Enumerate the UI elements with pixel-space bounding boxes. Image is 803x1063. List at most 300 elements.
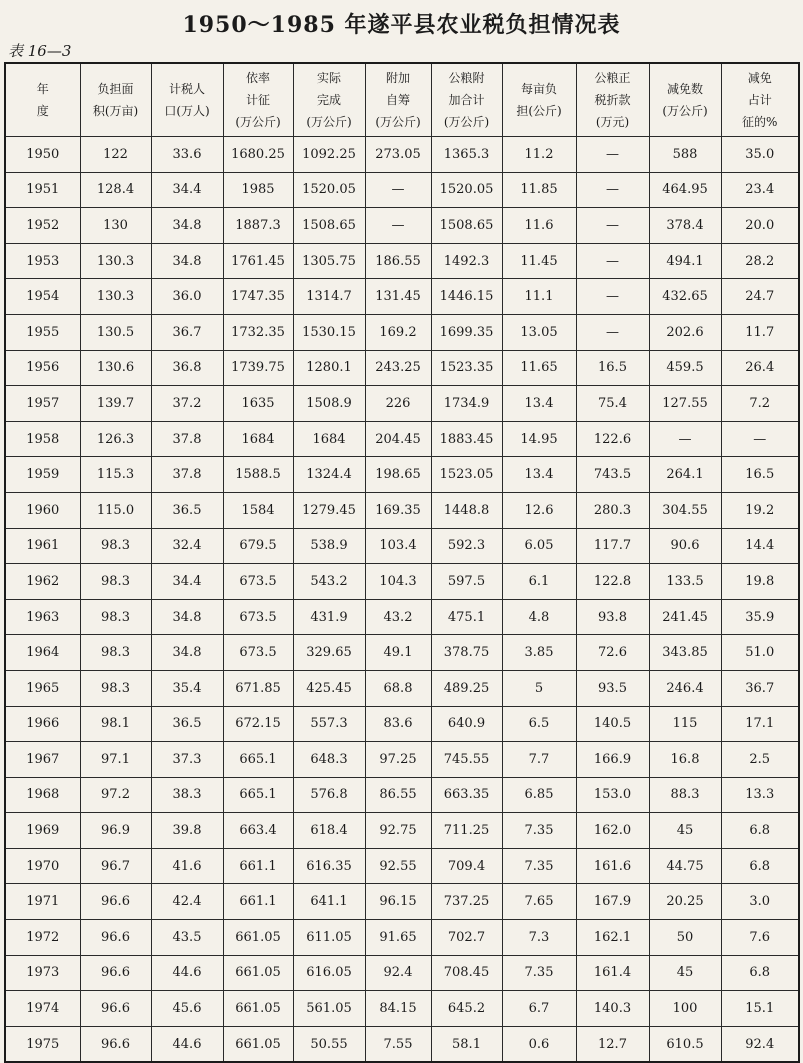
table-cell: 20.0: [721, 208, 799, 244]
table-cell: 98.3: [80, 564, 151, 600]
table-cell: 42.4: [151, 884, 223, 920]
table-cell: 126.3: [80, 421, 151, 457]
table-cell: 616.35: [293, 848, 365, 884]
table-row: [5, 1026, 799, 1062]
table-cell: 39.8: [151, 813, 223, 849]
table-cell: —: [365, 172, 431, 208]
table-cell: 618.4: [293, 813, 365, 849]
table-cell: 1699.35: [431, 314, 502, 350]
column-header: [576, 63, 649, 137]
table-cell: 128.4: [80, 172, 151, 208]
table-cell: 198.65: [365, 457, 431, 493]
table-cell: 36.7: [151, 314, 223, 350]
table-cell: 6.85: [502, 777, 576, 813]
table-cell: 45: [649, 813, 721, 849]
table-cell: 592.3: [431, 528, 502, 564]
table-cell: 23.4: [721, 172, 799, 208]
table-cell: 162.0: [576, 813, 649, 849]
column-header-line: (万公斤): [375, 115, 421, 129]
table-cell: 7.7: [502, 742, 576, 778]
table-row: [5, 991, 799, 1027]
table-cell: 14.4: [721, 528, 799, 564]
year-cell: 1963: [5, 599, 80, 635]
table-cell: 432.65: [649, 279, 721, 315]
column-header: [223, 63, 293, 137]
table-cell: 679.5: [223, 528, 293, 564]
table-cell: 34.8: [151, 599, 223, 635]
table-cell: 92.75: [365, 813, 431, 849]
table-cell: 6.7: [502, 991, 576, 1027]
table-cell: 494.1: [649, 243, 721, 279]
table-cell: 1092.25: [293, 137, 365, 173]
column-header: [502, 63, 576, 137]
table-cell: —: [576, 137, 649, 173]
table-cell: 68.8: [365, 670, 431, 706]
column-header-line: 征的%: [742, 115, 778, 129]
column-header-line: 年: [36, 82, 49, 96]
table-cell: 343.85: [649, 635, 721, 671]
table-cell: 11.85: [502, 172, 576, 208]
table-row: [5, 137, 799, 173]
column-header: [365, 63, 431, 137]
table-cell: 1523.05: [431, 457, 502, 493]
table-cell: 37.2: [151, 386, 223, 422]
table-cell: 97.2: [80, 777, 151, 813]
table-cell: 92.4: [721, 1026, 799, 1062]
table-cell: 122: [80, 137, 151, 173]
table-cell: 11.45: [502, 243, 576, 279]
table-cell: 557.3: [293, 706, 365, 742]
table-cell: 33.6: [151, 137, 223, 173]
table-cell: 117.7: [576, 528, 649, 564]
year-cell: 1968: [5, 777, 80, 813]
table-cell: 673.5: [223, 635, 293, 671]
table-cell: 16.5: [721, 457, 799, 493]
column-header-line: 积(万亩): [92, 104, 139, 118]
table-cell: 161.4: [576, 955, 649, 991]
table-row: [5, 599, 799, 635]
table-cell: 1508.9: [293, 386, 365, 422]
column-header-line: (万公斤): [443, 115, 490, 129]
table-cell: 7.3: [502, 920, 576, 956]
year-cell: 1962: [5, 564, 80, 600]
table-cell: 72.6: [576, 635, 649, 671]
table-cell: 15.1: [721, 991, 799, 1027]
year-cell: 1975: [5, 1026, 80, 1062]
column-header: [80, 63, 151, 137]
table-cell: 130: [80, 208, 151, 244]
year-cell: 1959: [5, 457, 80, 493]
table-cell: 13.3: [721, 777, 799, 813]
table-cell: 38.3: [151, 777, 223, 813]
table-cell: 1732.35: [223, 314, 293, 350]
table-cell: 378.4: [649, 208, 721, 244]
table-cell: 1324.4: [293, 457, 365, 493]
table-cell: 743.5: [576, 457, 649, 493]
column-header-line: 减免数: [666, 82, 703, 96]
table-cell: 161.6: [576, 848, 649, 884]
table-cell: 1508.65: [431, 208, 502, 244]
table-cell: 24.7: [721, 279, 799, 315]
table-cell: 673.5: [223, 564, 293, 600]
table-cell: 711.25: [431, 813, 502, 849]
column-header-line: 每亩负: [520, 82, 557, 96]
column-header: [151, 63, 223, 137]
table-cell: 13.4: [502, 386, 576, 422]
year-cell: 1969: [5, 813, 80, 849]
year-cell: 1974: [5, 991, 80, 1027]
table-cell: 115: [649, 706, 721, 742]
table-cell: 98.3: [80, 528, 151, 564]
table-cell: 673.5: [223, 599, 293, 635]
column-header-line: 公粮正: [594, 71, 631, 85]
table-cell: 661.05: [223, 1026, 293, 1062]
table-cell: 122.8: [576, 564, 649, 600]
table-row: [5, 742, 799, 778]
table-cell: 475.1: [431, 599, 502, 635]
column-header-line: 依率: [245, 71, 270, 85]
table-cell: 35.4: [151, 670, 223, 706]
table-cell: 1448.8: [431, 492, 502, 528]
table-cell: 489.25: [431, 670, 502, 706]
table-cell: 96.9: [80, 813, 151, 849]
year-cell: 1953: [5, 243, 80, 279]
table-cell: 35.9: [721, 599, 799, 635]
table-cell: 98.3: [80, 670, 151, 706]
table-cell: 96.6: [80, 991, 151, 1027]
year-cell: 1955: [5, 314, 80, 350]
table-cell: 130.5: [80, 314, 151, 350]
table-cell: 246.4: [649, 670, 721, 706]
table-cell: 37.3: [151, 742, 223, 778]
table-cell: 6.8: [721, 848, 799, 884]
table-cell: 140.5: [576, 706, 649, 742]
table-cell: —: [365, 208, 431, 244]
table-cell: 104.3: [365, 564, 431, 600]
column-header-line: 加合计: [448, 93, 485, 107]
table-cell: 661.05: [223, 920, 293, 956]
table-cell: 93.5: [576, 670, 649, 706]
table-cell: 1523.35: [431, 350, 502, 386]
table-cell: 273.05: [365, 137, 431, 173]
table-cell: 241.45: [649, 599, 721, 635]
table-cell: 100: [649, 991, 721, 1027]
table-cell: 58.1: [431, 1026, 502, 1062]
table-cell: 1887.3: [223, 208, 293, 244]
table-cell: 97.1: [80, 742, 151, 778]
year-cell: 1950: [5, 137, 80, 173]
table-row: [5, 421, 799, 457]
table-cell: 672.15: [223, 706, 293, 742]
table-cell: 1365.3: [431, 137, 502, 173]
table-cell: 708.45: [431, 955, 502, 991]
table-cell: 5: [502, 670, 576, 706]
column-header-line: 自筹: [385, 93, 410, 107]
table-row: [5, 848, 799, 884]
year-cell: 1958: [5, 421, 80, 457]
table-cell: 7.35: [502, 848, 576, 884]
year-cell: 1966: [5, 706, 80, 742]
table-cell: 1446.15: [431, 279, 502, 315]
table-cell: 96.7: [80, 848, 151, 884]
table-cell: 543.2: [293, 564, 365, 600]
table-cell: 20.25: [649, 884, 721, 920]
table-cell: 11.6: [502, 208, 576, 244]
table-cell: 1734.9: [431, 386, 502, 422]
table-cell: 671.85: [223, 670, 293, 706]
table-row: [5, 706, 799, 742]
table-cell: 28.2: [721, 243, 799, 279]
column-header-line: 实际: [316, 71, 341, 85]
table-cell: 130.3: [80, 243, 151, 279]
table-cell: 84.15: [365, 991, 431, 1027]
column-header-line: 附加: [385, 71, 410, 85]
table-cell: 97.25: [365, 742, 431, 778]
table-cell: 92.4: [365, 955, 431, 991]
table-cell: 702.7: [431, 920, 502, 956]
column-header-line: 计征: [245, 93, 270, 107]
table-cell: 34.4: [151, 564, 223, 600]
table-cell: 153.0: [576, 777, 649, 813]
table-cell: 51.0: [721, 635, 799, 671]
column-header: [721, 63, 799, 137]
table-label: 表 16—3: [8, 42, 72, 60]
table-cell: 1492.3: [431, 243, 502, 279]
table-cell: 329.65: [293, 635, 365, 671]
table-cell: 1314.7: [293, 279, 365, 315]
table-cell: 1280.1: [293, 350, 365, 386]
table-cell: 16.8: [649, 742, 721, 778]
table-cell: 43.2: [365, 599, 431, 635]
table-cell: 11.2: [502, 137, 576, 173]
table-cell: 98.3: [80, 635, 151, 671]
column-header-line: 度: [36, 104, 49, 118]
table-cell: 6.1: [502, 564, 576, 600]
table-cell: 41.6: [151, 848, 223, 884]
header-row: [5, 63, 799, 137]
table-cell: 96.15: [365, 884, 431, 920]
table-cell: 645.2: [431, 991, 502, 1027]
table-cell: 1684: [223, 421, 293, 457]
table-cell: 17.1: [721, 706, 799, 742]
year-cell: 1972: [5, 920, 80, 956]
table-cell: 616.05: [293, 955, 365, 991]
table-cell: 44.75: [649, 848, 721, 884]
table-cell: 36.8: [151, 350, 223, 386]
table-cell: 1279.45: [293, 492, 365, 528]
table-cell: 7.65: [502, 884, 576, 920]
column-header-line: 担(公斤): [516, 104, 562, 118]
table-cell: 11.1: [502, 279, 576, 315]
table-cell: 93.8: [576, 599, 649, 635]
table-cell: 1635: [223, 386, 293, 422]
table-cell: 4.8: [502, 599, 576, 635]
year-cell: 1964: [5, 635, 80, 671]
table-cell: —: [576, 314, 649, 350]
year-cell: 1957: [5, 386, 80, 422]
table-cell: —: [576, 208, 649, 244]
table-row: [5, 920, 799, 956]
table-cell: 130.6: [80, 350, 151, 386]
table-cell: —: [576, 172, 649, 208]
table-cell: 36.0: [151, 279, 223, 315]
table-cell: 36.5: [151, 492, 223, 528]
table-cell: 1985: [223, 172, 293, 208]
table-row: [5, 528, 799, 564]
table-cell: 709.4: [431, 848, 502, 884]
table-cell: —: [576, 279, 649, 315]
table-cell: 202.6: [649, 314, 721, 350]
table-cell: 665.1: [223, 777, 293, 813]
table-cell: 90.6: [649, 528, 721, 564]
year-cell: 1960: [5, 492, 80, 528]
table-cell: 431.9: [293, 599, 365, 635]
column-header-line: (万元): [595, 115, 630, 129]
table-cell: 2.5: [721, 742, 799, 778]
table-cell: 88.3: [649, 777, 721, 813]
table-cell: 26.4: [721, 350, 799, 386]
table-cell: 611.05: [293, 920, 365, 956]
table-title: 1950～1985 年遂平县农业税负担情况表: [182, 12, 621, 38]
table-cell: 1883.45: [431, 421, 502, 457]
table-cell: 131.45: [365, 279, 431, 315]
table-cell: 561.05: [293, 991, 365, 1027]
table-cell: 3.85: [502, 635, 576, 671]
table-cell: 665.1: [223, 742, 293, 778]
table-row: [5, 279, 799, 315]
table-cell: 34.8: [151, 635, 223, 671]
column-header-line: (万公斤): [235, 115, 281, 129]
table-cell: 103.4: [365, 528, 431, 564]
column-header-line: (万公斤): [306, 115, 352, 129]
table-cell: 661.05: [223, 991, 293, 1027]
table-cell: 45.6: [151, 991, 223, 1027]
table-row: [5, 457, 799, 493]
table-cell: 98.1: [80, 706, 151, 742]
table-cell: 11.65: [502, 350, 576, 386]
table-cell: 7.55: [365, 1026, 431, 1062]
table-cell: 610.5: [649, 1026, 721, 1062]
table-cell: 648.3: [293, 742, 365, 778]
table-cell: 140.3: [576, 991, 649, 1027]
table-row: [5, 172, 799, 208]
table-cell: 1761.45: [223, 243, 293, 279]
table-cell: 44.6: [151, 955, 223, 991]
table-row: [5, 350, 799, 386]
table-cell: 576.8: [293, 777, 365, 813]
table-row: [5, 386, 799, 422]
table-cell: 169.35: [365, 492, 431, 528]
table-row: [5, 813, 799, 849]
table-cell: —: [721, 421, 799, 457]
table-cell: 661.1: [223, 884, 293, 920]
table-cell: 1520.05: [431, 172, 502, 208]
table-cell: 6.8: [721, 955, 799, 991]
table-cell: 204.45: [365, 421, 431, 457]
table-cell: 34.8: [151, 208, 223, 244]
table-cell: 425.45: [293, 670, 365, 706]
table-cell: 86.55: [365, 777, 431, 813]
table-cell: 1680.25: [223, 137, 293, 173]
column-header-line: (万公斤): [662, 104, 708, 118]
table-cell: 36.7: [721, 670, 799, 706]
table-cell: 43.5: [151, 920, 223, 956]
table-cell: 661.05: [223, 955, 293, 991]
table-cell: 11.7: [721, 314, 799, 350]
column-header-line: 完成: [316, 93, 341, 107]
column-header: [431, 63, 502, 137]
year-cell: 1956: [5, 350, 80, 386]
table-cell: 115.3: [80, 457, 151, 493]
column-header: [649, 63, 721, 137]
table-cell: 133.5: [649, 564, 721, 600]
year-cell: 1970: [5, 848, 80, 884]
table-cell: 169.2: [365, 314, 431, 350]
table-cell: 243.25: [365, 350, 431, 386]
table-cell: 226: [365, 386, 431, 422]
year-cell: 1961: [5, 528, 80, 564]
table-cell: 663.4: [223, 813, 293, 849]
table-cell: 166.9: [576, 742, 649, 778]
table-cell: 186.55: [365, 243, 431, 279]
column-header-line: 公粮附: [448, 71, 485, 85]
table-cell: 597.5: [431, 564, 502, 600]
table-cell: 13.05: [502, 314, 576, 350]
year-cell: 1967: [5, 742, 80, 778]
table-cell: 139.7: [80, 386, 151, 422]
table-row: [5, 314, 799, 350]
table-row: [5, 208, 799, 244]
table-cell: 37.8: [151, 421, 223, 457]
table-cell: 19.8: [721, 564, 799, 600]
table-cell: 1739.75: [223, 350, 293, 386]
table-cell: 12.7: [576, 1026, 649, 1062]
table-cell: 37.8: [151, 457, 223, 493]
table-cell: 588: [649, 137, 721, 173]
table-cell: 640.9: [431, 706, 502, 742]
column-header-line: 负担面: [97, 82, 134, 96]
table-cell: —: [576, 243, 649, 279]
table-cell: 1684: [293, 421, 365, 457]
table-body: [5, 137, 799, 1063]
table-cell: 83.6: [365, 706, 431, 742]
table-cell: 34.4: [151, 172, 223, 208]
table-row: [5, 670, 799, 706]
table-cell: 19.2: [721, 492, 799, 528]
table-cell: 96.6: [80, 920, 151, 956]
table-cell: 96.6: [80, 955, 151, 991]
column-header-line: 口(万人): [164, 104, 210, 118]
table-cell: 115.0: [80, 492, 151, 528]
table-cell: 75.4: [576, 386, 649, 422]
year-cell: 1951: [5, 172, 80, 208]
table-cell: 6.8: [721, 813, 799, 849]
table-cell: 16.5: [576, 350, 649, 386]
table-cell: 538.9: [293, 528, 365, 564]
table-cell: 91.65: [365, 920, 431, 956]
table-row: [5, 243, 799, 279]
table-cell: 1584: [223, 492, 293, 528]
table-cell: 32.4: [151, 528, 223, 564]
table-cell: 96.6: [80, 1026, 151, 1062]
table-cell: 6.05: [502, 528, 576, 564]
column-header-line: 减免: [747, 71, 772, 85]
table-cell: 745.55: [431, 742, 502, 778]
table-cell: 130.3: [80, 279, 151, 315]
column-header: [293, 63, 365, 137]
table-cell: 45: [649, 955, 721, 991]
table-cell: 7.6: [721, 920, 799, 956]
